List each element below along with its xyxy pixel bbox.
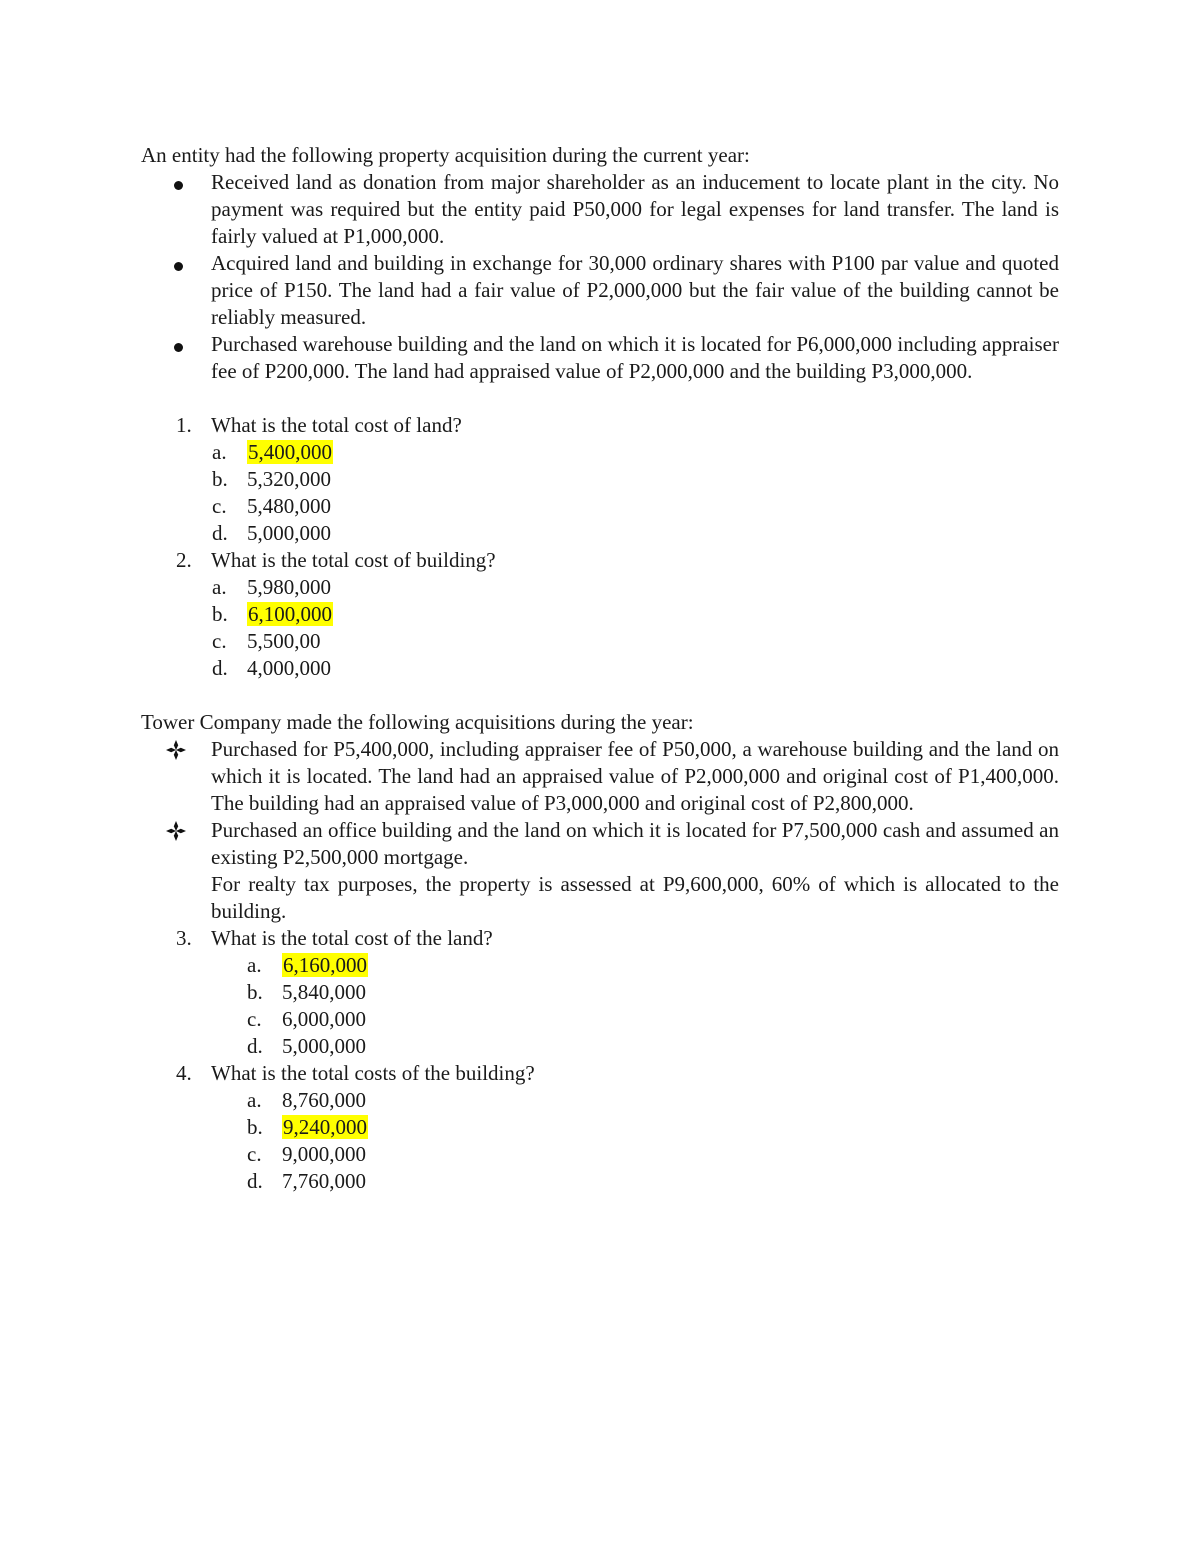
- fact-text: Received land as donation from major shareholder as an inducement to locate plant in the city. No payment was required but the entity paid P50,000 for legal expenses for land transfer. The land is fairly valued at P1,000,000.: [211, 170, 1059, 248]
- question-text: What is the total cost of the land?: [211, 926, 493, 950]
- option-letter: c.: [247, 1142, 262, 1166]
- option-letter: b.: [212, 467, 228, 491]
- question-4-options: [141, 1087, 1059, 1195]
- question-1: [141, 412, 1059, 439]
- question-text: What is the total cost of land?: [211, 413, 462, 437]
- option-value: 7,760,000: [282, 1169, 366, 1193]
- option-letter: c.: [247, 1007, 262, 1031]
- bullet-dot-icon: [174, 343, 183, 352]
- option-c: [141, 493, 1059, 520]
- question-2-options: [141, 574, 1059, 682]
- question-number: 4.: [176, 1061, 192, 1085]
- question-2: [141, 547, 1059, 574]
- option-a: [141, 439, 1059, 466]
- option-letter: d.: [212, 521, 228, 545]
- option-a: [141, 952, 1059, 979]
- option-value: 5,000,000: [282, 1034, 366, 1058]
- option-letter: c.: [212, 629, 227, 653]
- option-c: [141, 1141, 1059, 1168]
- question-4: [141, 1060, 1059, 1087]
- fact-text: Purchased an office building and the land on which it is located for P7,500,000 cash and assumed an existing P2,500,000 mortgage.: [211, 818, 1059, 869]
- section1-fact-list: [141, 169, 1059, 385]
- question-text: What is the total cost of building?: [211, 548, 496, 572]
- section2-intro: Tower Company made the following acquisitions during the year:: [141, 710, 694, 734]
- option-letter: d.: [212, 656, 228, 680]
- option-a: [141, 1087, 1059, 1114]
- option-value: 5,980,000: [247, 575, 331, 599]
- section2-fact-1: [211, 736, 1059, 817]
- section2-fact-2: [211, 817, 1059, 925]
- question-1-options: [141, 439, 1059, 547]
- option-b: [141, 1114, 1059, 1141]
- section1-fact-3: [211, 331, 1059, 385]
- section2-note: For realty tax purposes, the property is assessed at P9,600,000, 60% of which is allocated to the building.: [211, 872, 1059, 923]
- question-number: 1.: [176, 413, 192, 437]
- option-letter: a.: [212, 440, 227, 464]
- question-3: [141, 925, 1059, 952]
- option-c: [141, 1006, 1059, 1033]
- option-letter: b.: [247, 1115, 263, 1139]
- option-value-highlighted: 6,100,000: [248, 602, 332, 626]
- bullet-dot-icon: [174, 181, 183, 190]
- option-value: 6,000,000: [282, 1007, 366, 1031]
- section1-fact-2: [211, 250, 1059, 331]
- option-d: [141, 1168, 1059, 1195]
- section2-fact-list: [141, 736, 1059, 925]
- fact-text: Acquired land and building in exchange for 30,000 ordinary shares with P100 par value and quoted price of P150. The land had a fair value of P2,000,000 but the fair value of the building cannot be reliably measured.: [211, 251, 1059, 329]
- option-a: [141, 574, 1059, 601]
- option-value: 5,500,00: [247, 629, 321, 653]
- option-letter: b.: [247, 980, 263, 1004]
- option-letter: c.: [212, 494, 227, 518]
- option-value: 5,840,000: [282, 980, 366, 1004]
- diamond-bullet-icon: [165, 820, 187, 842]
- fact-text: Purchased warehouse building and the land on which it is located for P6,000,000 including appraiser fee of P200,000. The land had appraised value of P2,000,000 and the building P3,000,000.: [211, 332, 1059, 383]
- question-number: 2.: [176, 548, 192, 572]
- option-b: [141, 466, 1059, 493]
- option-value: 5,480,000: [247, 494, 331, 518]
- option-b: [141, 979, 1059, 1006]
- option-d: [141, 1033, 1059, 1060]
- option-value: 8,760,000: [282, 1088, 366, 1112]
- option-value: 5,320,000: [247, 467, 331, 491]
- option-c: [141, 628, 1059, 655]
- option-letter: b.: [212, 602, 228, 626]
- diamond-bullet-icon: [165, 739, 187, 761]
- option-letter: d.: [247, 1034, 263, 1058]
- option-value: 4,000,000: [247, 656, 331, 680]
- fact-text: Purchased for P5,400,000, including appraiser fee of P50,000, a warehouse building and the land on which it is located. The land had an appraised value of P2,000,000 and original cost of P1,400,000. The building had an appraised value of P3,000,000 and original cost of P2,800,000.: [211, 737, 1059, 815]
- option-letter: a.: [212, 575, 227, 599]
- option-value: 9,000,000: [282, 1142, 366, 1166]
- option-letter: a.: [247, 953, 262, 977]
- section1-intro: An entity had the following property acquisition during the current year:: [141, 143, 750, 167]
- option-d: [141, 655, 1059, 682]
- option-b: [141, 601, 1059, 628]
- option-letter: d.: [247, 1169, 263, 1193]
- question-3-options: [141, 952, 1059, 1060]
- bullet-dot-icon: [174, 262, 183, 271]
- option-letter: a.: [247, 1088, 262, 1112]
- section1-fact-1: [211, 169, 1059, 250]
- option-value: 5,000,000: [247, 521, 331, 545]
- document-page: [141, 142, 1059, 1195]
- option-value-highlighted: 6,160,000: [283, 953, 367, 977]
- question-number: 3.: [176, 926, 192, 950]
- option-d: [141, 520, 1059, 547]
- question-text: What is the total costs of the building?: [211, 1061, 535, 1085]
- option-value-highlighted: 9,240,000: [283, 1115, 367, 1139]
- option-value-highlighted: 5,400,000: [248, 440, 332, 464]
